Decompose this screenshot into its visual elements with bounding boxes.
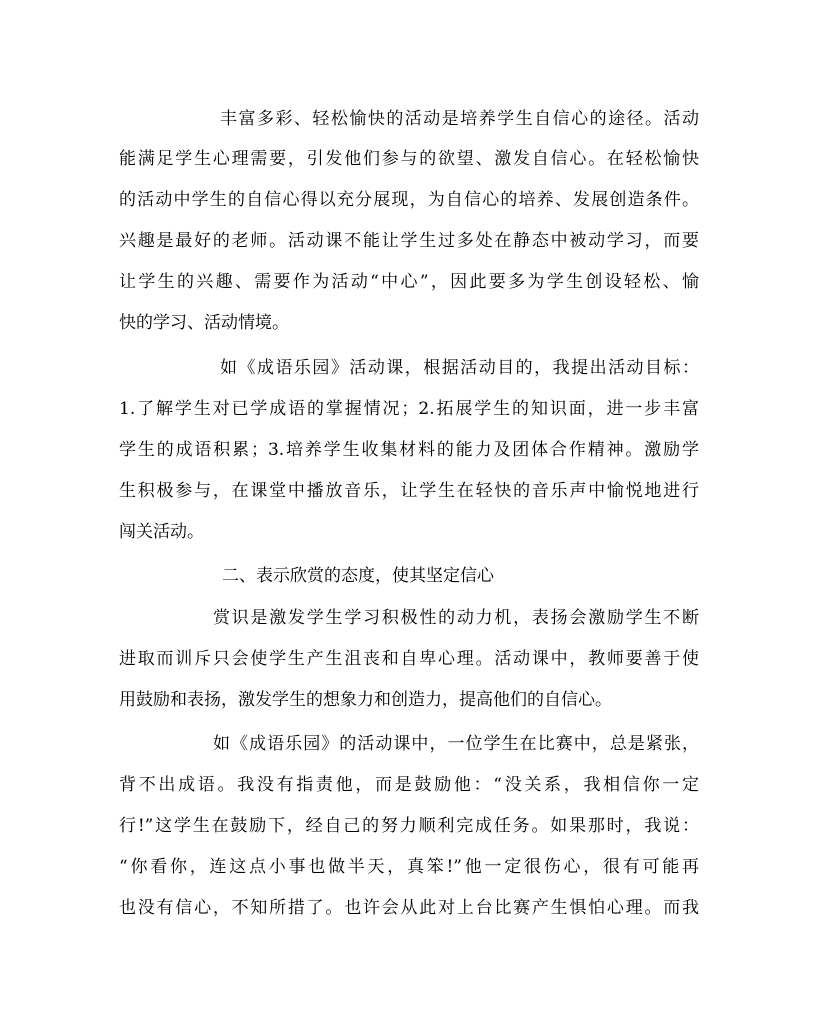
- section-heading: 二、表示欣赏的态度，使其坚定信心: [222, 566, 494, 586]
- paragraph-4-line-5: 也没有信心，不知所措了。也许会从此对上台比赛产生惧怕心理。而我: [119, 898, 699, 918]
- paragraph-3-line-2: 进取而训斥只会使学生产生沮丧和自卑心理。活动课中，教师要善于使: [119, 649, 699, 669]
- paragraph-2-line-4: 生积极参与，在课堂中播放音乐，让学生在轻快的音乐声中愉悦地进行: [119, 481, 699, 501]
- paragraph-3-line-3: 用鼓励和表扬，激发学生的想象力和创造力，提高他们的自信心。: [119, 690, 612, 710]
- paragraph-2-line-5: 闯关活动。: [119, 522, 204, 542]
- paragraph-2-line-3: 学生的成语积累；3.培养学生收集材料的能力及团体合作精神。激励学: [119, 440, 699, 460]
- paragraph-4-line-3: 行!”这学生在鼓励下，经自己的努力顺利完成任务。如果那时，我说：: [119, 816, 699, 836]
- paragraph-3-line-1: 赏识是激发学生学习积极性的动力机，表扬会激励学生不断: [213, 608, 699, 628]
- paragraph-2-line-2: 1.了解学生对已学成语的掌握情况；2.拓展学生的知识面，进一步丰富: [119, 399, 699, 419]
- paragraph-1-line-4: 兴趣是最好的老师。活动课不能让学生过多处在静态中被动学习，而要: [119, 231, 699, 251]
- paragraph-4-line-4: “你看你，连这点小事也做半天，真笨!”他一定很伤心，很有可能再: [119, 857, 699, 877]
- paragraph-2-line-1: 如《成语乐园》活动课，根据活动目的，我提出活动目标：: [220, 358, 699, 378]
- paragraph-1-line-2: 能满足学生心理需要，引发他们参与的欲望、激发自信心。在轻松愉快: [119, 149, 699, 169]
- paragraph-1-line-1: 丰富多彩、轻松愉快的活动是培养学生自信心的途径。活动: [220, 109, 699, 129]
- paragraph-1-line-5: 让学生的兴趣、需要作为活动“中心”，因此要多为学生创设轻松、愉: [119, 272, 699, 292]
- paragraph-1-line-3: 的活动中学生的自信心得以充分展现，为自信心的培养、发展创造条件。: [119, 190, 699, 210]
- paragraph-4-line-2: 背不出成语。我没有指责他，而是鼓励他：“没关系，我相信你一定: [119, 775, 699, 795]
- paragraph-1-line-6: 快的学习、活动情境。: [119, 313, 289, 333]
- paragraph-4-line-1: 如《成语乐园》的活动课中，一位学生在比赛中，总是紧张，: [213, 734, 699, 754]
